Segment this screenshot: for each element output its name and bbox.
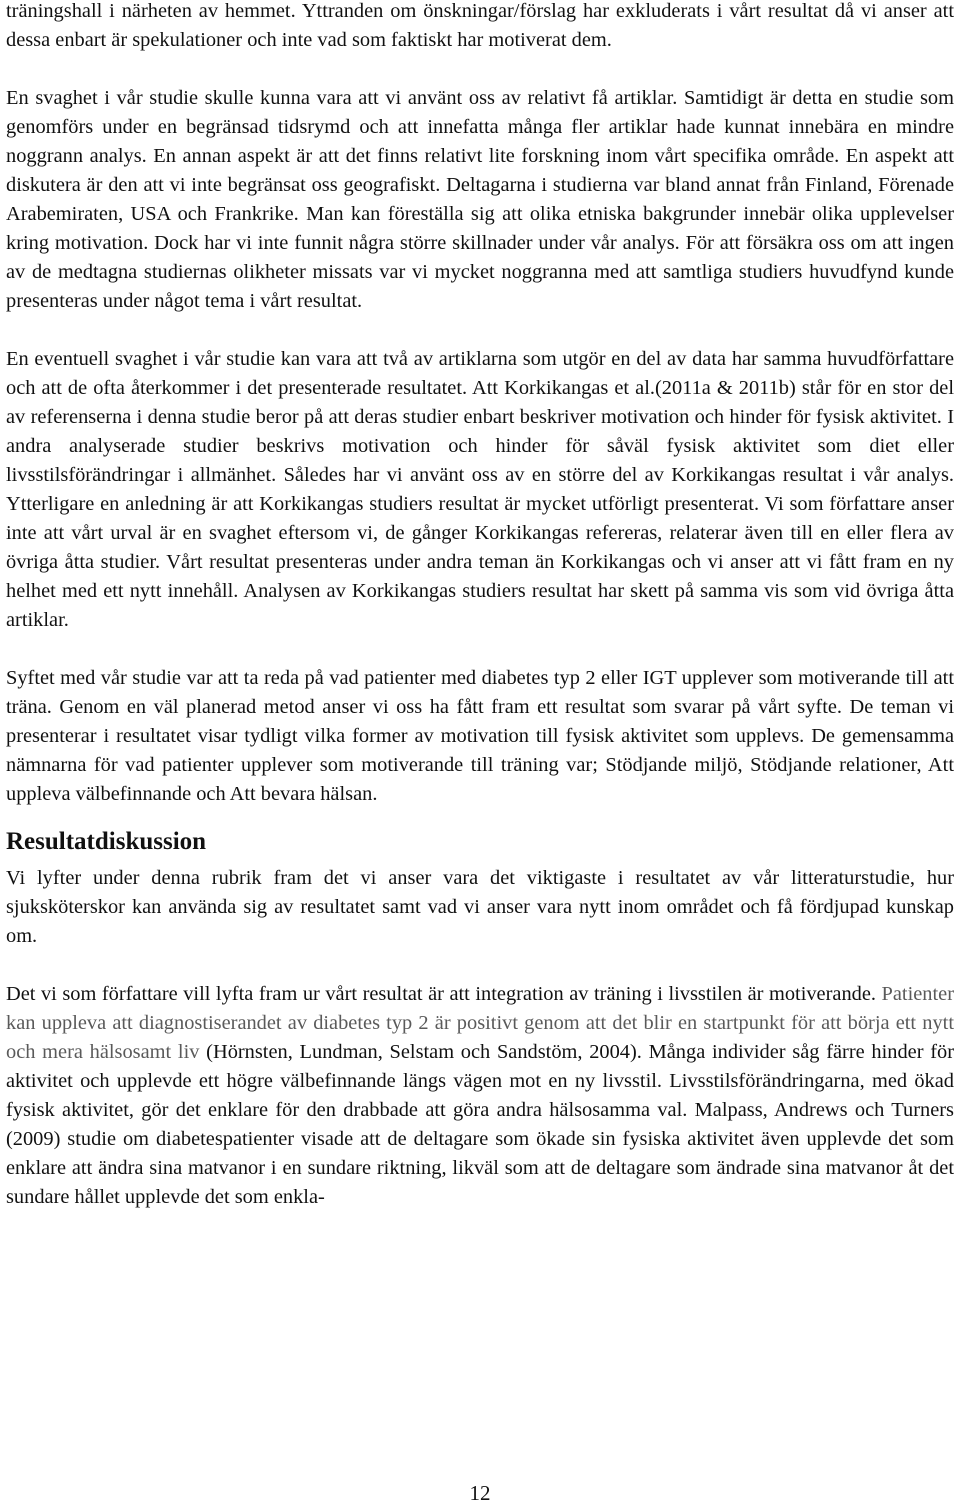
document-page xyxy=(6,0,954,1212)
paragraph-exclusion-note: träningshall i närheten av hemmet. Yttranden om önskningar/förslag har exkluderats i vårt resultat då vi anser att dessa enbart är spekulationer och inte vad som faktiskt har motiverat dem. xyxy=(6,0,954,51)
paragraph-integration-highlight: Patienter kan uppleva att diagnostiserandet av diabetes typ 2 är positivt genom att det blir en startpunkt för att börja ett nytt och mera hälsosamt liv xyxy=(6,983,954,1063)
paragraph-integration-end: (Hörnsten, Lundman, Selstam och Sandstöm, 2004). Många individer såg färre hinder för aktivitet och upplevde ett högre välbefinnande längs vägen mot en ny livsstil. Livsstilsförändringarna, med ökad fysisk aktivitet, gör det enklare för den drabbade att göra andra hälsosamma val. Malpass, Andrews och Turners (2009) studie om diabetespatienter visade att de deltagare som ökade sin fysiska aktivitet även upplevde det som enklare att ändra sina matvanor i en sundare riktning, likväl som att de deltagare som ändrade sina matvanor åt det sundare hållet upplevde det som enkla- xyxy=(6,1041,954,1208)
section-heading: Resultatdiskussion xyxy=(6,828,207,855)
paragraph-section-intro: Vi lyfter under denna rubrik fram det vi anser vara det viktigaste i resultatet av vår litteraturstudie, hur sjuksköterskor kan använda sig av resultatet samt vad vi anser vara nytt inom området och få fördjupad kunskap om. xyxy=(6,867,954,947)
paragraph-integration xyxy=(6,980,954,1212)
paragraph-integration-start: Det vi som författare vill lyfta fram ur vårt resultat är att integration av träning i livsstilen är motiverande. xyxy=(6,983,882,1005)
paragraph-weakness-same-author: En eventuell svaghet i vår studie kan vara att två av artiklarna som utgör en del av data har samma huvudförfattare och att de ofta återkommer i det presenterade resultatet. Att Korkikangas et al.(2011a & 2011b) står för en stor del av referenserna i denna studie beror på att deras studier enbart beskriver motivation och hinder för fysisk aktivitet. I andra analyserade studier beskrivs motivation och hinder för såväl fysisk aktivitet som diet eller livsstilsförändringar i allmänhet. Således har vi använt oss av en större del av Korkikangas resultat i vår analys. Ytterligare en anledning är att Korkikangas studiers resultat är mycket utförligt presenterat. Vi som författare anser inte att vårt urval är en svaghet eftersom vi, de gånger Korkikangas refereras, relaterar även till en eller flera av övriga åtta studier. Vårt resultat presenteras under andra teman än Korkikangas och vi anser att vi fått fram en ny helhet med ett nytt innehåll. Analysen av Korkikangas studiers resultat har skett på samma vis som vid övriga åtta artiklar. xyxy=(6,348,954,631)
page-number: 12 xyxy=(469,1481,491,1505)
paragraph-weakness-few-articles: En svaghet i vår studie skulle kunna vara att vi använt oss av relativt få artiklar. Samtidigt är detta en studie som genomförs under en begränsad tidsrymd och att innefatta många fler artiklar hade kunnat innebära en mindre noggrann analys. En annan aspekt är att det finns relativt lite forskning inom vårt specifika område. En aspekt att diskutera är den att vi inte begränsat oss geografiskt. Deltagarna i studierna var bland annat från Finland, Förenade Arabemiraten, USA och Frankrike. Man kan föreställa sig att olika etniska bakgrunder innebär olika upplevelser kring motivation. Dock har vi inte funnit några större skillnader under vår analys. För att försäkra oss om att ingen av de medtagna studiernas olikheter missats var vi mycket noggranna med att samtliga studiers huvudfynd kunde presenteras under något tema i vårt resultat. xyxy=(6,87,954,312)
paragraph-study-aim: Syftet med vår studie var att ta reda på vad patienter med diabetes typ 2 eller IGT upplever som motiverande till att träna. Genom en väl planerad metod anser vi oss ha fått fram ett resultat som svarar på vårt syfte. De teman vi presenterar i resultatet visar tydligt vilka former av motivation till fysisk aktivitet som upplevs. De gemensamma nämnarna för vad patienter upplever som motiverande till träning var; Stödjande miljö, Stödjande relationer, Att uppleva välbefinnande och Att bevara hälsan. xyxy=(6,667,954,805)
